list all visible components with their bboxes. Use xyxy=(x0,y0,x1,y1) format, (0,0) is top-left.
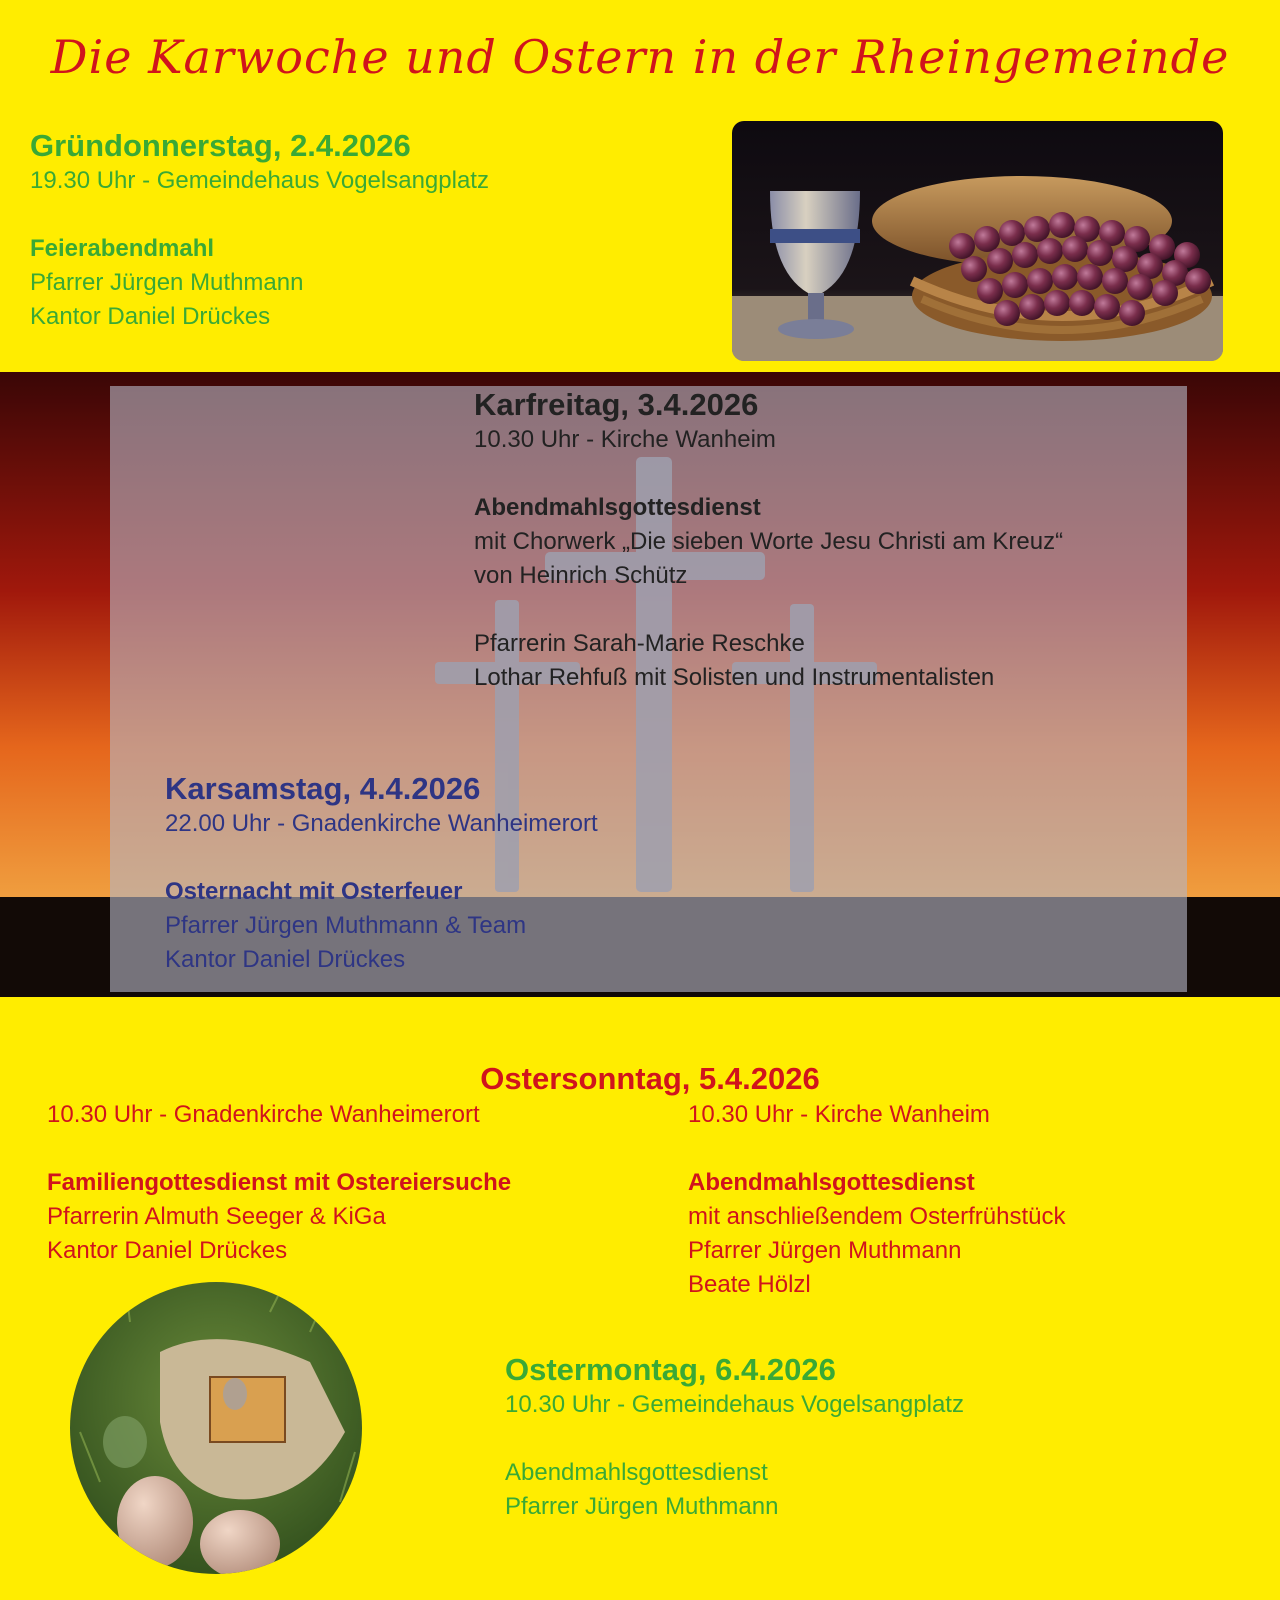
section-ostermontag xyxy=(505,1352,964,1524)
karfreitag-time: 10.30 Uhr - Kirche Wanheim xyxy=(474,426,776,453)
gruendonnerstag-person2: Kantor Daniel Drückes xyxy=(30,303,271,330)
ostersonntag-left-service: Familiengottesdienst mit Ostereiersuche xyxy=(47,1169,512,1196)
karsamstag-service: Osternacht mit Osterfeuer xyxy=(165,878,463,905)
gruendonnerstag-time: 19.30 Uhr - Gemeindehaus Vogelsangplatz xyxy=(30,167,489,194)
ostersonntag-left-person2: Kantor Daniel Drückes xyxy=(47,1237,288,1264)
ostersonntag-heading: Ostersonntag, 5.4.2026 xyxy=(480,1061,820,1096)
karfreitag-heading: Karfreitag, 3.4.2026 xyxy=(474,387,759,422)
ostersonntag-right-time: 10.30 Uhr - Kirche Wanheim xyxy=(688,1101,990,1128)
section-karsamstag xyxy=(165,771,598,977)
ostersonntag-right-detail: mit anschließendem Osterfrühstück xyxy=(688,1203,1066,1230)
karfreitag-person2: Lothar Rehfuß mit Solisten und Instrumentalisten xyxy=(474,664,995,691)
karsamstag-time: 22.00 Uhr - Gnadenkirche Wanheimerort xyxy=(165,810,598,837)
karsamstag-heading: Karsamstag, 4.4.2026 xyxy=(165,771,481,806)
ostersonntag-right-person2: Beate Hölzl xyxy=(688,1271,811,1298)
ostersonntag-left-person1: Pfarrerin Almuth Seeger & KiGa xyxy=(47,1203,386,1230)
karfreitag-service: Abendmahlsgottesdienst xyxy=(474,494,761,521)
ostersonntag-right-person1: Pfarrer Jürgen Muthmann xyxy=(688,1237,962,1264)
gruendonnerstag-service: Feierabendmahl xyxy=(30,235,215,262)
karfreitag-detail1: mit Chorwerk „Die sieben Worte Jesu Christi am Kreuz“ xyxy=(474,528,1064,555)
gruendonnerstag-person1: Pfarrer Jürgen Muthmann xyxy=(30,269,304,296)
communion-photo xyxy=(732,121,1223,361)
page-title: Die Karwoche und Ostern in der Rheingemeinde xyxy=(50,30,1230,84)
section-gruendonnerstag xyxy=(30,128,489,334)
ostersonntag-left-time: 10.30 Uhr - Gnadenkirche Wanheimerort xyxy=(47,1101,480,1128)
ostermontag-heading: Ostermontag, 6.4.2026 xyxy=(505,1352,836,1387)
ostermontag-service: Abendmahlsgottesdienst xyxy=(505,1459,768,1486)
karsamstag-person2: Kantor Daniel Drückes xyxy=(165,946,406,973)
ostersonntag-left-column xyxy=(47,1098,511,1268)
karfreitag-person1: Pfarrerin Sarah-Marie Reschke xyxy=(474,630,805,657)
ostersonntag-right-column xyxy=(688,1098,1065,1302)
karfreitag-detail2: von Heinrich Schütz xyxy=(474,562,688,589)
ostermontag-person1: Pfarrer Jürgen Muthmann xyxy=(505,1493,779,1520)
easter-eggs-photo xyxy=(70,1282,362,1574)
ostersonntag-right-service: Abendmahlsgottesdienst xyxy=(688,1169,975,1196)
section-karfreitag xyxy=(474,387,1063,695)
karsamstag-person1: Pfarrer Jürgen Muthmann & Team xyxy=(165,912,527,939)
gruendonnerstag-heading: Gründonnerstag, 2.4.2026 xyxy=(30,128,411,163)
ostermontag-time: 10.30 Uhr - Gemeindehaus Vogelsangplatz xyxy=(505,1391,964,1418)
